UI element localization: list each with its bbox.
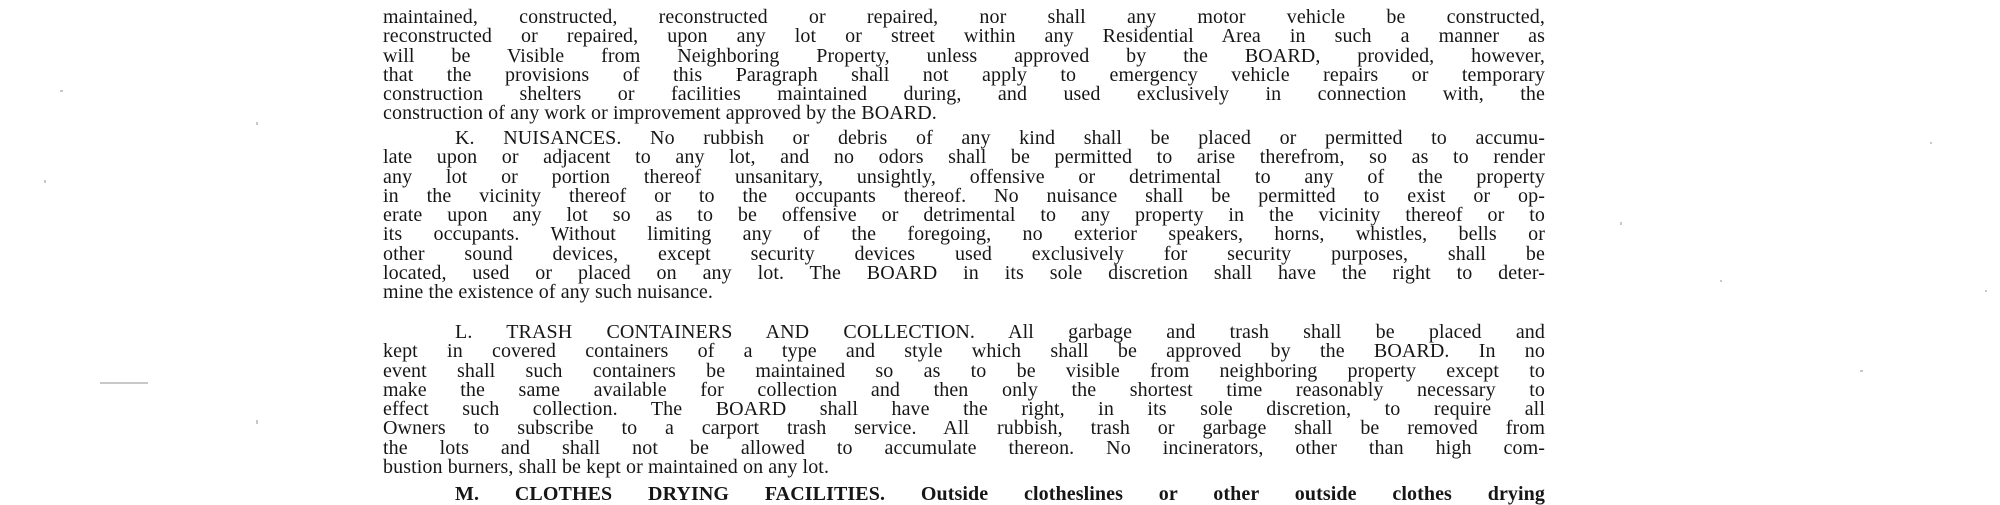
scan-speck xyxy=(100,382,148,384)
text-line: maintained, constructed, reconstructed or repaired, nor shall any motor vehicle be constructed, xyxy=(383,6,1545,28)
text-line: make the same available for collection and then only the shortest time reasonably necessary to xyxy=(383,378,1545,401)
paragraph-l-trash xyxy=(383,323,1545,477)
scan-speck xyxy=(60,90,63,92)
text-line: event shall such containers be maintained so as to be visible from neighboring property except to xyxy=(383,359,1545,382)
paragraph-heading-line: K. NUISANCES. No rubbish or debris of any kind shall be placed or permitted to accumu- xyxy=(455,127,1545,149)
paragraph-heading-line: M. CLOTHES DRYING FACILITIES. Outside clotheslines or other outside clothes drying xyxy=(455,483,1545,505)
scan-speck xyxy=(1930,142,1932,144)
text-line: other sound devices, except security devices used exclusively for security purposes, shall be xyxy=(383,242,1545,265)
scan-speck xyxy=(44,180,46,183)
text-line: the lots and shall not be allowed to accumulate thereon. No incinerators, other than high com- xyxy=(383,436,1545,459)
text-line: late upon or adjacent to any lot, and no odors shall be permitted to arise therefrom, so as to render xyxy=(383,146,1545,169)
scan-speck xyxy=(1860,370,1863,372)
text-line: reconstructed or repaired, upon any lot or street within any Residential Area in such a manner as xyxy=(383,25,1545,48)
paragraph-j-continuation xyxy=(383,8,1545,124)
scan-speck xyxy=(256,420,258,424)
text-line: in the vicinity thereof or to the occupants thereof. No nuisance shall be permitted to exist or op- xyxy=(383,184,1545,207)
text-line: construction of any work or improvement approved by the BOARD. xyxy=(383,102,937,125)
text-line: effect such collection. The BOARD shall have the right, in its sole discretion, to require all xyxy=(383,398,1545,420)
text-line: that the provisions of this Paragraph shall not apply to emergency vehicle repairs or temporary xyxy=(383,63,1545,86)
text-line: erate upon any lot so as to be offensive or detrimental to any property in the vicinity thereof or to xyxy=(383,204,1545,226)
text-line: will be Visible from Neighboring Property, unless approved by the BOARD, provided, however, xyxy=(383,44,1545,67)
text-line: kept in covered containers of a type and style which shall be approved by the BOARD. In no xyxy=(383,340,1545,363)
text-line: located, used or placed on any lot. The BOARD in its sole discretion shall have the right to deter- xyxy=(383,261,1545,284)
scan-speck xyxy=(1720,280,1722,282)
text-line: mine the existence of any such nuisance. xyxy=(383,281,713,303)
text-line: its occupants. Without limiting any of the foregoing, no exterior speakers, horns, whistles, bells or xyxy=(383,223,1545,246)
text-line: Owners to subscribe to a carport trash service. All rubbish, trash or garbage shall be removed from xyxy=(383,417,1545,440)
scan-speck xyxy=(1985,290,1987,292)
text-line: bustion burners, shall be kept or maintained on any lot. xyxy=(383,455,830,478)
scan-speck xyxy=(256,122,258,125)
text-line: construction shelters or facilities maintained during, and used exclusively in connection with, the xyxy=(383,83,1545,105)
text-line: any lot or portion thereof unsanitary, unsightly, offensive or detrimental to any of the property xyxy=(383,165,1545,188)
paragraph-heading-line: L. TRASH CONTAINERS AND COLLECTION. All garbage and trash shall be placed and xyxy=(455,321,1545,343)
paragraph-m-clothes-drying xyxy=(383,485,1545,504)
paragraph-k-nuisances xyxy=(383,129,1545,302)
scan-speck xyxy=(1620,222,1622,225)
